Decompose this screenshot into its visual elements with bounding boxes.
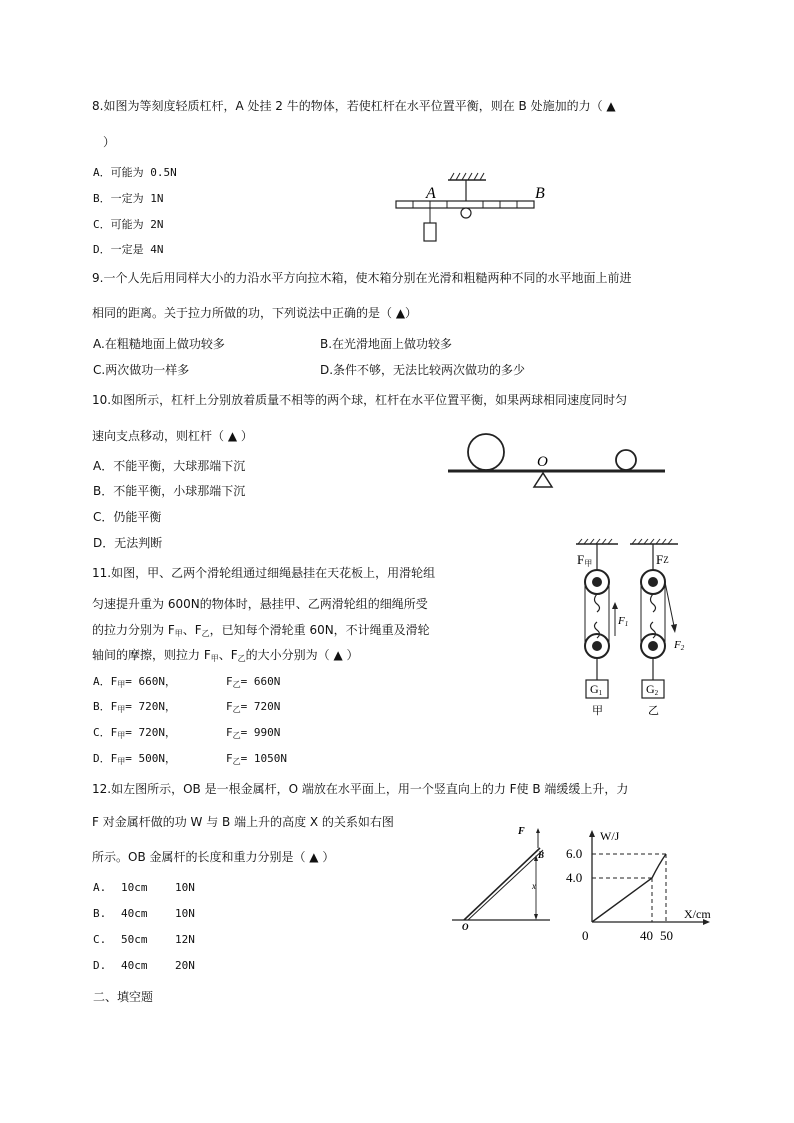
q12-graph-xtick-40: 40 bbox=[640, 928, 653, 943]
q10-option-a: A．不能平衡，大球那端下沉 bbox=[93, 459, 246, 473]
q12-option-b-gravity: 10N bbox=[175, 907, 195, 920]
q8-option-d: D．一定是 4N bbox=[93, 243, 164, 256]
q12-rod-figure bbox=[450, 822, 560, 932]
q12-graph-ylabel: W/J bbox=[600, 829, 620, 843]
q11-option-d-left: D．$F_甲= 500N$， bbox=[93, 752, 176, 766]
q12-option-d-gravity: 20N bbox=[175, 959, 195, 972]
q11-label-g1: G1 bbox=[590, 682, 603, 697]
q11-option-b-right: $F_乙= 720N$ bbox=[226, 700, 281, 714]
section-heading-fill-in: 二、填空题 bbox=[93, 990, 154, 1004]
q12-option-a-length: 10cm bbox=[121, 881, 148, 894]
q11-stem-line1: 11.如图，甲、乙两个滑轮组通过细绳悬挂在天花板上，用滑轮组 bbox=[92, 566, 436, 580]
q11-label-f1: F1 bbox=[618, 615, 629, 628]
q9-option-b: B.在光滑地面上做功较多 bbox=[320, 337, 453, 351]
q12-option-c-length: 50cm bbox=[121, 933, 148, 946]
q12-option-d-length: 40cm bbox=[121, 959, 148, 972]
q11-stem-line3: 的拉力分别为 $F_甲$、$F_乙$，已知每个滑轮重 60N，不计绳重及滑轮 bbox=[92, 623, 430, 638]
q11-label-f2: F2 bbox=[674, 639, 685, 652]
q12-option-a-letter: A. bbox=[93, 881, 107, 894]
q12-option-c-letter: C. bbox=[93, 933, 107, 946]
q12-graph-ytick-4: 4.0 bbox=[566, 870, 583, 885]
q10-stem-line2: 速向支点移动，则杠杆（ ▲ ） bbox=[92, 429, 253, 443]
q10-option-b: B．不能平衡，小球那端下沉 bbox=[93, 484, 246, 498]
q8-stem-line1: 8.如图为等刻度轻质杠杆，A 处挂 2 牛的物体，若使杠杆在水平位置平衡，则在 B 处施加的力（ ▲ bbox=[92, 99, 616, 113]
q12-graph-ytick-6: 6.0 bbox=[566, 846, 583, 861]
q11-option-b-left: B．$F_甲= 720N$， bbox=[93, 700, 176, 714]
q11-label-yi: 乙 bbox=[648, 705, 659, 717]
q12-graph bbox=[560, 826, 730, 948]
q8-option-b: B．一定为 1N bbox=[93, 192, 164, 205]
q9-option-a: A.在粗糙地面上做功较多 bbox=[93, 337, 225, 351]
q8-label-a: A bbox=[426, 185, 436, 202]
q12-option-c-gravity: 12N bbox=[175, 933, 195, 946]
q9-stem-line2: 相同的距离。关于拉力所做的功，下列说法中正确的是（ ▲） bbox=[92, 306, 418, 320]
q11-stem-line4: 轴间的摩擦，则拉力 $F_甲$、$F_乙$的大小分别为（ ▲ ） bbox=[92, 648, 359, 663]
q11-stem-line2: 匀速提升重为 600N的物体时，悬挂甲、乙两滑轮组的细绳所受 bbox=[92, 597, 428, 611]
q10-stem-line1: 10.如图所示，杠杆上分别放着质量不相等的两个球，杠杆在水平位置平衡，如果两球相同速度同时匀 bbox=[92, 393, 628, 407]
q9-option-d: D.条件不够，无法比较两次做功的多少 bbox=[320, 363, 526, 377]
q8-lever-figure bbox=[390, 168, 550, 246]
q12-option-b-length: 40cm bbox=[121, 907, 148, 920]
q12-stem-line2: F 对金属杆做的功 W 与 B 端上升的高度 X 的关系如右图 bbox=[92, 815, 394, 829]
q8-option-a: A．可能为 0.5N bbox=[93, 166, 177, 179]
q11-option-c-right: $F_乙= 990N$ bbox=[226, 726, 281, 740]
q10-option-c: C．仍能平衡 bbox=[93, 510, 162, 524]
q8-stem-line2: ） bbox=[103, 135, 116, 149]
q12-label-o: O bbox=[462, 922, 469, 932]
q9-stem-line1: 9.一个人先后用同样大小的力沿水平方向拉木箱，使木箱分别在光滑和粗糙两种不同的水平地面上前进 bbox=[92, 271, 632, 285]
q11-label-g2: G2 bbox=[646, 682, 659, 697]
q11-pulley-figure bbox=[568, 538, 698, 720]
q12-label-x: x bbox=[532, 881, 536, 891]
q11-option-d-right: $F_乙= 1050N$ bbox=[226, 752, 287, 766]
q12-option-d-letter: D. bbox=[93, 959, 107, 972]
q10-lever-figure bbox=[440, 425, 670, 493]
q11-option-a-right: $F_乙= 660N$ bbox=[226, 675, 281, 689]
q12-option-a-gravity: 10N bbox=[175, 881, 195, 894]
q12-stem-line1: 12.如左图所示，OB 是一根金属杆，O 端放在水平面上，用一个竖直向上的力 F使 B 端缓缓上升，力 bbox=[92, 782, 629, 796]
q12-graph-origin: 0 bbox=[582, 928, 589, 943]
q12-option-b-letter: B. bbox=[93, 907, 107, 920]
q11-option-c-left: C．$F_甲= 720N$， bbox=[93, 726, 176, 740]
q8-option-c: C．可能为 2N bbox=[93, 218, 164, 231]
q11-label-jia: 甲 bbox=[592, 705, 603, 717]
q11-option-a-left: A．$F_甲= 660N$， bbox=[93, 675, 176, 689]
q12-label-b: B bbox=[538, 850, 545, 860]
q8-label-b: B bbox=[535, 185, 545, 202]
q10-label-o: O bbox=[537, 454, 548, 470]
q12-stem-line3: 所示。OB 金属杆的长度和重力分别是（ ▲ ） bbox=[92, 850, 335, 864]
q12-graph-xtick-50: 50 bbox=[660, 928, 673, 943]
q12-label-f: F bbox=[518, 826, 525, 837]
q9-option-c: C.两次做功一样多 bbox=[93, 363, 190, 377]
q11-label-f-yi: FZ bbox=[656, 552, 669, 567]
q12-graph-xlabel: X/cm bbox=[684, 907, 711, 921]
q11-label-f-jia: F甲 bbox=[577, 552, 593, 568]
q10-option-d: D．无法判断 bbox=[93, 536, 163, 550]
